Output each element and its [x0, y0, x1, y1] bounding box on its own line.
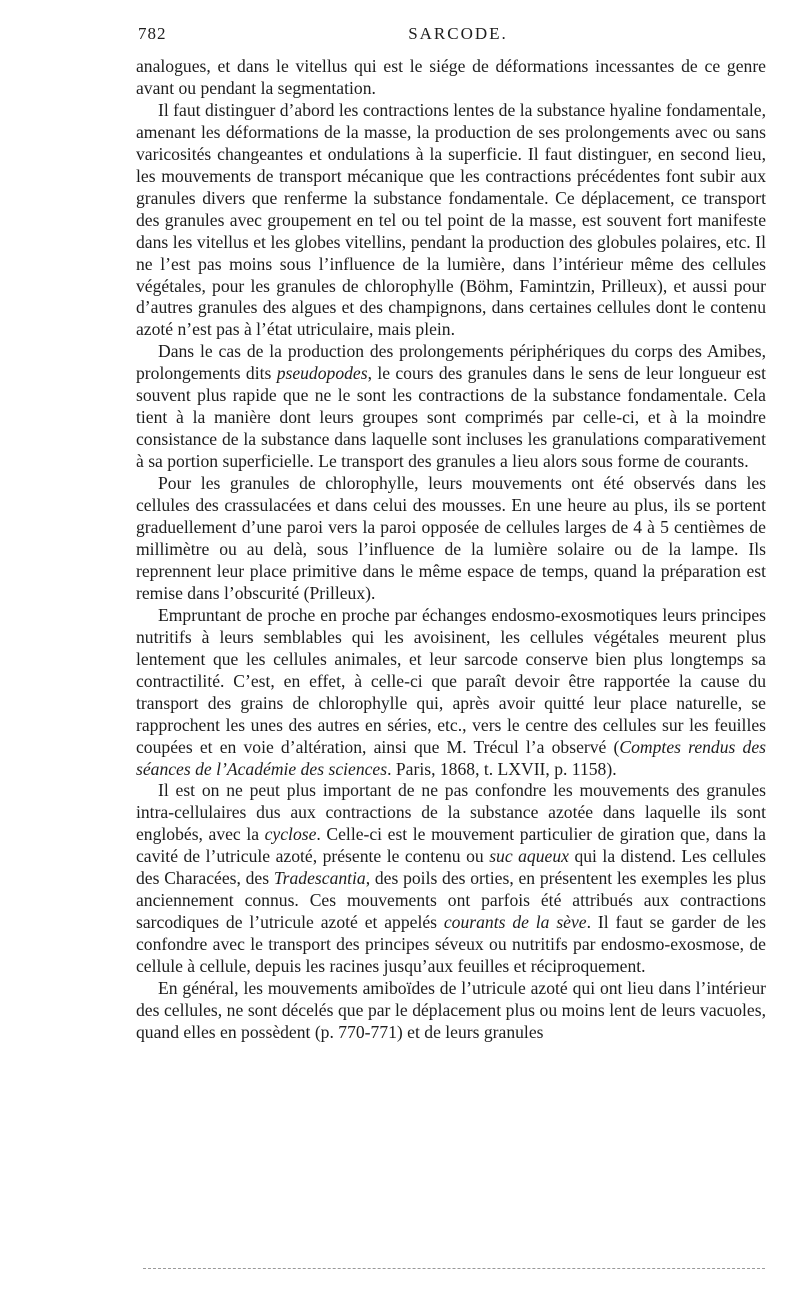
paragraph [136, 978, 766, 1044]
text-run: Il est on ne peut plus important de ne pas confondre les mouvements des granules intra-cellulaires dus aux contractions de la substance azotée dans laquelle ils sont englobés, avec la [136, 780, 766, 845]
italic-text: Tradescantia [273, 868, 366, 889]
italic-text: suc aqueux [489, 846, 569, 867]
text-run: Pour les granules de chlorophylle, leurs mouvements ont été observés dans les cellules des crassulacées et dans celui des mousses. En une heure au plus, ils se portent graduellement d’une paroi vers la paroi opposée de cellules larges de 4 à 5 centièmes de millimètre ou au delà, sous l’influence de la lumière solaire ou de la lampe. Ils reprennent leur place primitive dans le même espace de temps, quand la préparation est remise dans l’obscurité (Prilleux). [136, 473, 766, 603]
text-run: , des poils des orties, en présentent les exemples les plus anciennement connus. Ces mouvements ont parfois été attribués aux contractions sarcodiques de l’utricule azoté et appelés [136, 868, 766, 933]
italic-text: pseudopodes [276, 363, 368, 384]
text-run: . Paris, 1868, t. LXVII, p. 1158). [387, 758, 617, 779]
italic-text: cyclose [264, 824, 317, 845]
page-number: 782 [138, 24, 167, 43]
paragraph [136, 473, 766, 605]
paragraph [136, 100, 766, 341]
paragraph [136, 605, 766, 781]
text-run: analogues, et dans le vitellus qui est le siége de déformations incessantes de ce genre avant ou pendant la segmentation. [136, 56, 766, 98]
paragraph [136, 341, 766, 473]
italic-text: Comptes rendus des séances de l’Académie des sciences [136, 736, 766, 779]
italic-text: courants de la sève [443, 912, 587, 933]
text-run: Il faut distinguer d’abord les contractions lentes de la substance hyaline fondamentale, amenant les déformations de la masse, la production de ses prolongements avec ou sans varicosités changeantes et ondulations à la superficie. Il faut distinguer, en second lieu, les mouvements de transport mécanique que les contractions précédentes font subir aux granules divers que renferme la substance fondamentale. Ce déplacement, ce transport des granules avec groupement en tel ou tel point de la masse, est souvent fort manifeste dans les vitellus et les globes vitellins, pendant la production des globules polaires, etc. Il ne l’est pas moins sous l’influence de la lumière, dans l’intérieur même des cellules végétales, pour les granules de chlorophylle (Böhm, Famintzin, Prilleux), et aussi pour d’autres granules des algues et des champignons, dans certaines cellules dont le contenu azoté n’est pas à l’état utriculaire, mais plein. [136, 99, 766, 340]
body-text [136, 56, 766, 1044]
text-run: , le cours des granules dans le sens de leur longueur est souvent plus rapide que ne le sont les contractions de la substance fondamentale. Cela tient à la manière dont leurs groupes sont comprimés par celle-ci, et à la moindre consistance de la substance dans laquelle sont incluses les granulations comparativement à sa portion superficielle. Le transport des granules a lieu alors sous forme de courants. [136, 363, 766, 472]
paragraph [136, 780, 766, 978]
text-run: En général, les mouvements amiboïdes de l’utricule azoté qui ont lieu dans l’intérieur des cellules, ne sont décelés que par le déplacement plus ou moins lent de leurs vacuoles, quand elles en possèdent (p. 770-771) et de leurs granules [136, 978, 766, 1042]
text-run: . Celle-ci est le mouvement particulier de giration que, dans la cavité de l’utricule azoté, présente le contenu ou [136, 824, 766, 867]
running-title: SARCODE. [408, 24, 508, 43]
paragraph [136, 56, 766, 100]
bottom-rule [143, 1268, 765, 1269]
text-run: qui la distend. Les cellules des Characées, des [136, 846, 766, 889]
page-header [138, 24, 778, 52]
text-run: Empruntant de proche en proche par échanges endosmo-exosmotiques leurs principes nutritifs à leurs semblables qui les avoisinent, les cellules végétales meurent plus lentement que les cellules animales, et leur sarcode conserve bien plus longtemps sa contractilité. C’est, en effet, à celle-ci que paraît devoir être rapportée la cause du transport des grains de chlorophylle qui, après avoir quitté leur place naturelle, se rapprochent les unes des autres en séries, etc., vers le centre des cellules sur les feuilles coupées et en voie d’altération, ainsi que M. Trécul l’a observé ( [136, 604, 766, 757]
text-run: Dans le cas de la production des prolongements périphériques du corps des Amibes, prolongements dits [136, 341, 766, 384]
text-run: . Il faut se garder de les confondre avec le transport des principes séveux ou nutritifs par endosmo-exosmose, de cellule à cellule, depuis les racines jusqu’aux feuilles et réciproquement. [136, 912, 767, 977]
